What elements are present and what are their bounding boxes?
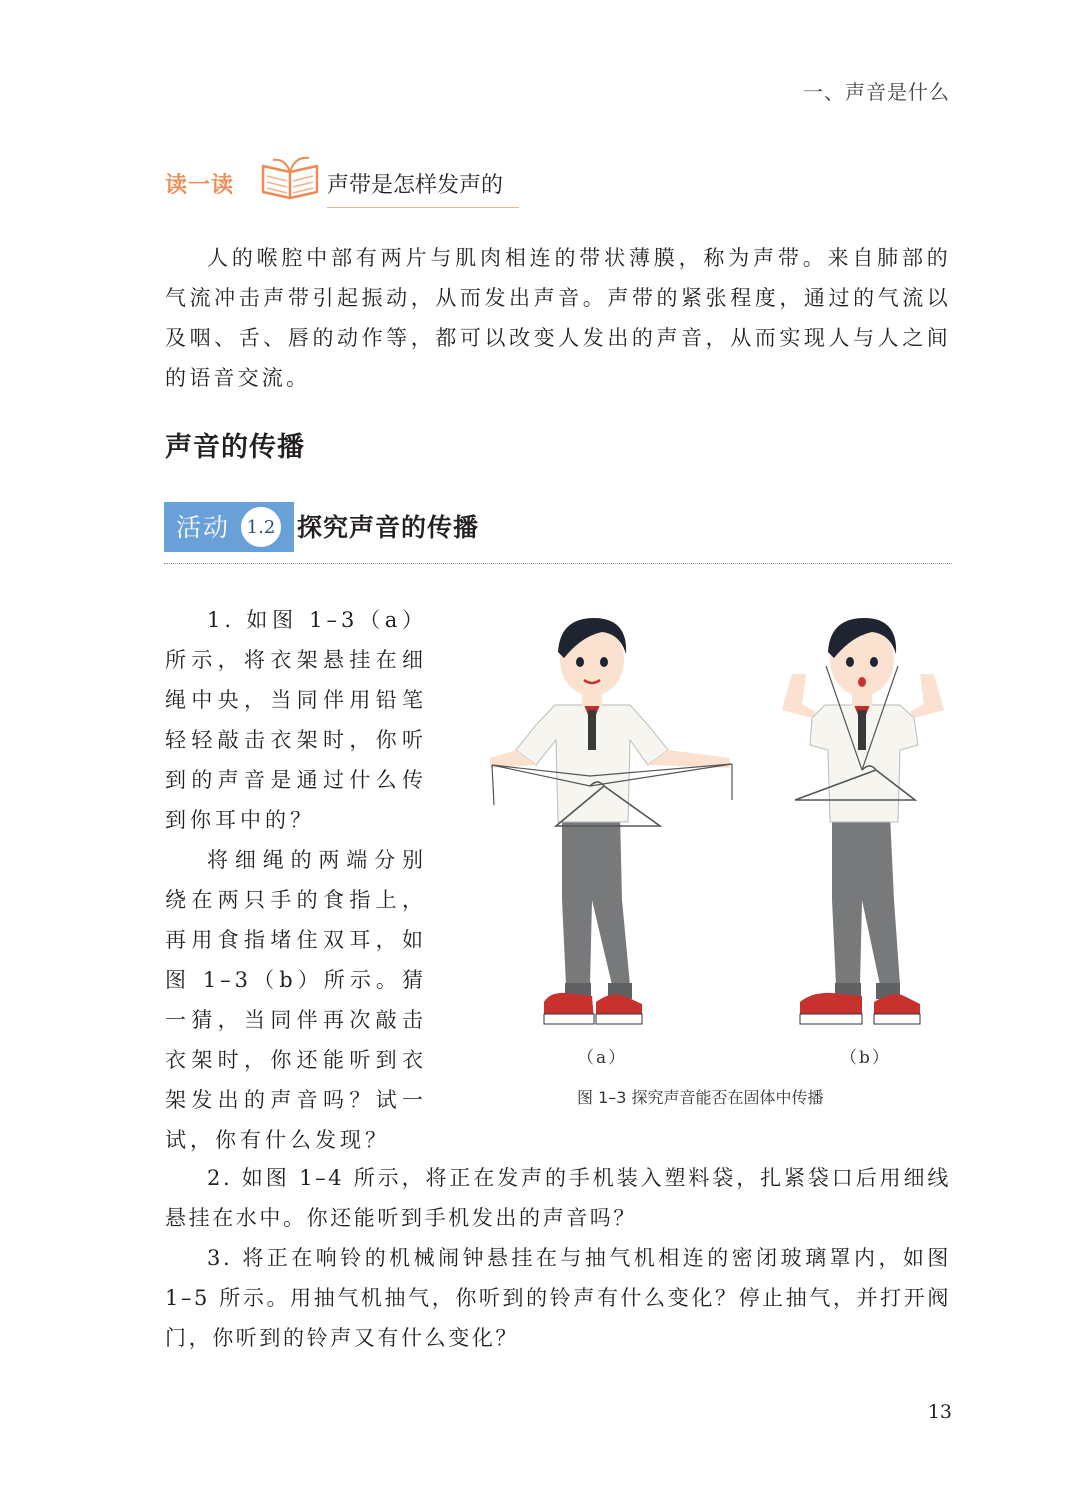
figure-illustration xyxy=(470,600,970,1070)
activity-title: 探究声音的传播 xyxy=(297,513,480,542)
figure-caption: 图 1–3 探究声音能否在固体中传播 xyxy=(577,1088,824,1107)
figure-label-b: （b） xyxy=(840,1048,891,1068)
boy-b-illustration xyxy=(782,618,944,1024)
dotted-divider xyxy=(164,563,952,564)
read-paragraph xyxy=(165,238,951,398)
step1-paragraph-1: 1. 如图 1–3（a）所示，将衣架悬挂在细绳中央，当同伴用铅笔轻轻敲击衣架时，你听到的声音是通过什么传到你耳中的？ xyxy=(165,608,427,832)
read-box xyxy=(165,150,525,206)
section-heading: 声音的传播 xyxy=(165,432,305,463)
page-number: 13 xyxy=(927,1401,952,1423)
open-book-icon xyxy=(257,152,323,206)
figure-label-a: （a） xyxy=(577,1048,628,1068)
step1-text xyxy=(165,600,427,1160)
step2-paragraph: 2. 如图 1–4 所示，将正在发声的手机装入塑料袋，扎紧袋口后用细线悬挂在水中。你还能听到手机发出的声音吗？ xyxy=(165,1166,951,1230)
read-title: 声带是怎样发声的 xyxy=(327,168,519,208)
step3-paragraph: 3. 将正在响铃的机械闹钟悬挂在与抽气机相连的密闭玻璃罩内，如图 1–5 所示。用抽气机抽气，你听到的铃声有什么变化？停止抽气，并打开阀门，你听到的铃声又有什么变化？ xyxy=(165,1246,951,1350)
chapter-header: 一、声音是什么 xyxy=(803,80,950,104)
activity-label: 活动 xyxy=(176,513,231,542)
read-text: 人的喉腔中部有两片与肌肉相连的带状薄膜，称为声带。来自肺部的气流冲击声带引起振动，从而发出声音。声带的紧张程度，通过的气流以及咽、舌、唇的动作等，都可以改变人发出的声音，从而实现人与人之间的语音交流。 xyxy=(165,246,951,390)
activity-number-badge xyxy=(238,504,284,550)
step1-paragraph-2: 将细绳的两端分别绕在两只手的食指上，再用食指堵住双耳，如图 1–3（b）所示。猜一猜，当同伴再次敲击衣架时，你还能听到衣架发出的声音吗？试一试，你有什么发现？ xyxy=(165,848,427,1152)
steps-2-3 xyxy=(165,1158,951,1358)
boy-a-illustration xyxy=(490,618,732,1024)
read-label: 读一读 xyxy=(165,173,235,198)
activity-number: 1.2 xyxy=(246,516,276,538)
